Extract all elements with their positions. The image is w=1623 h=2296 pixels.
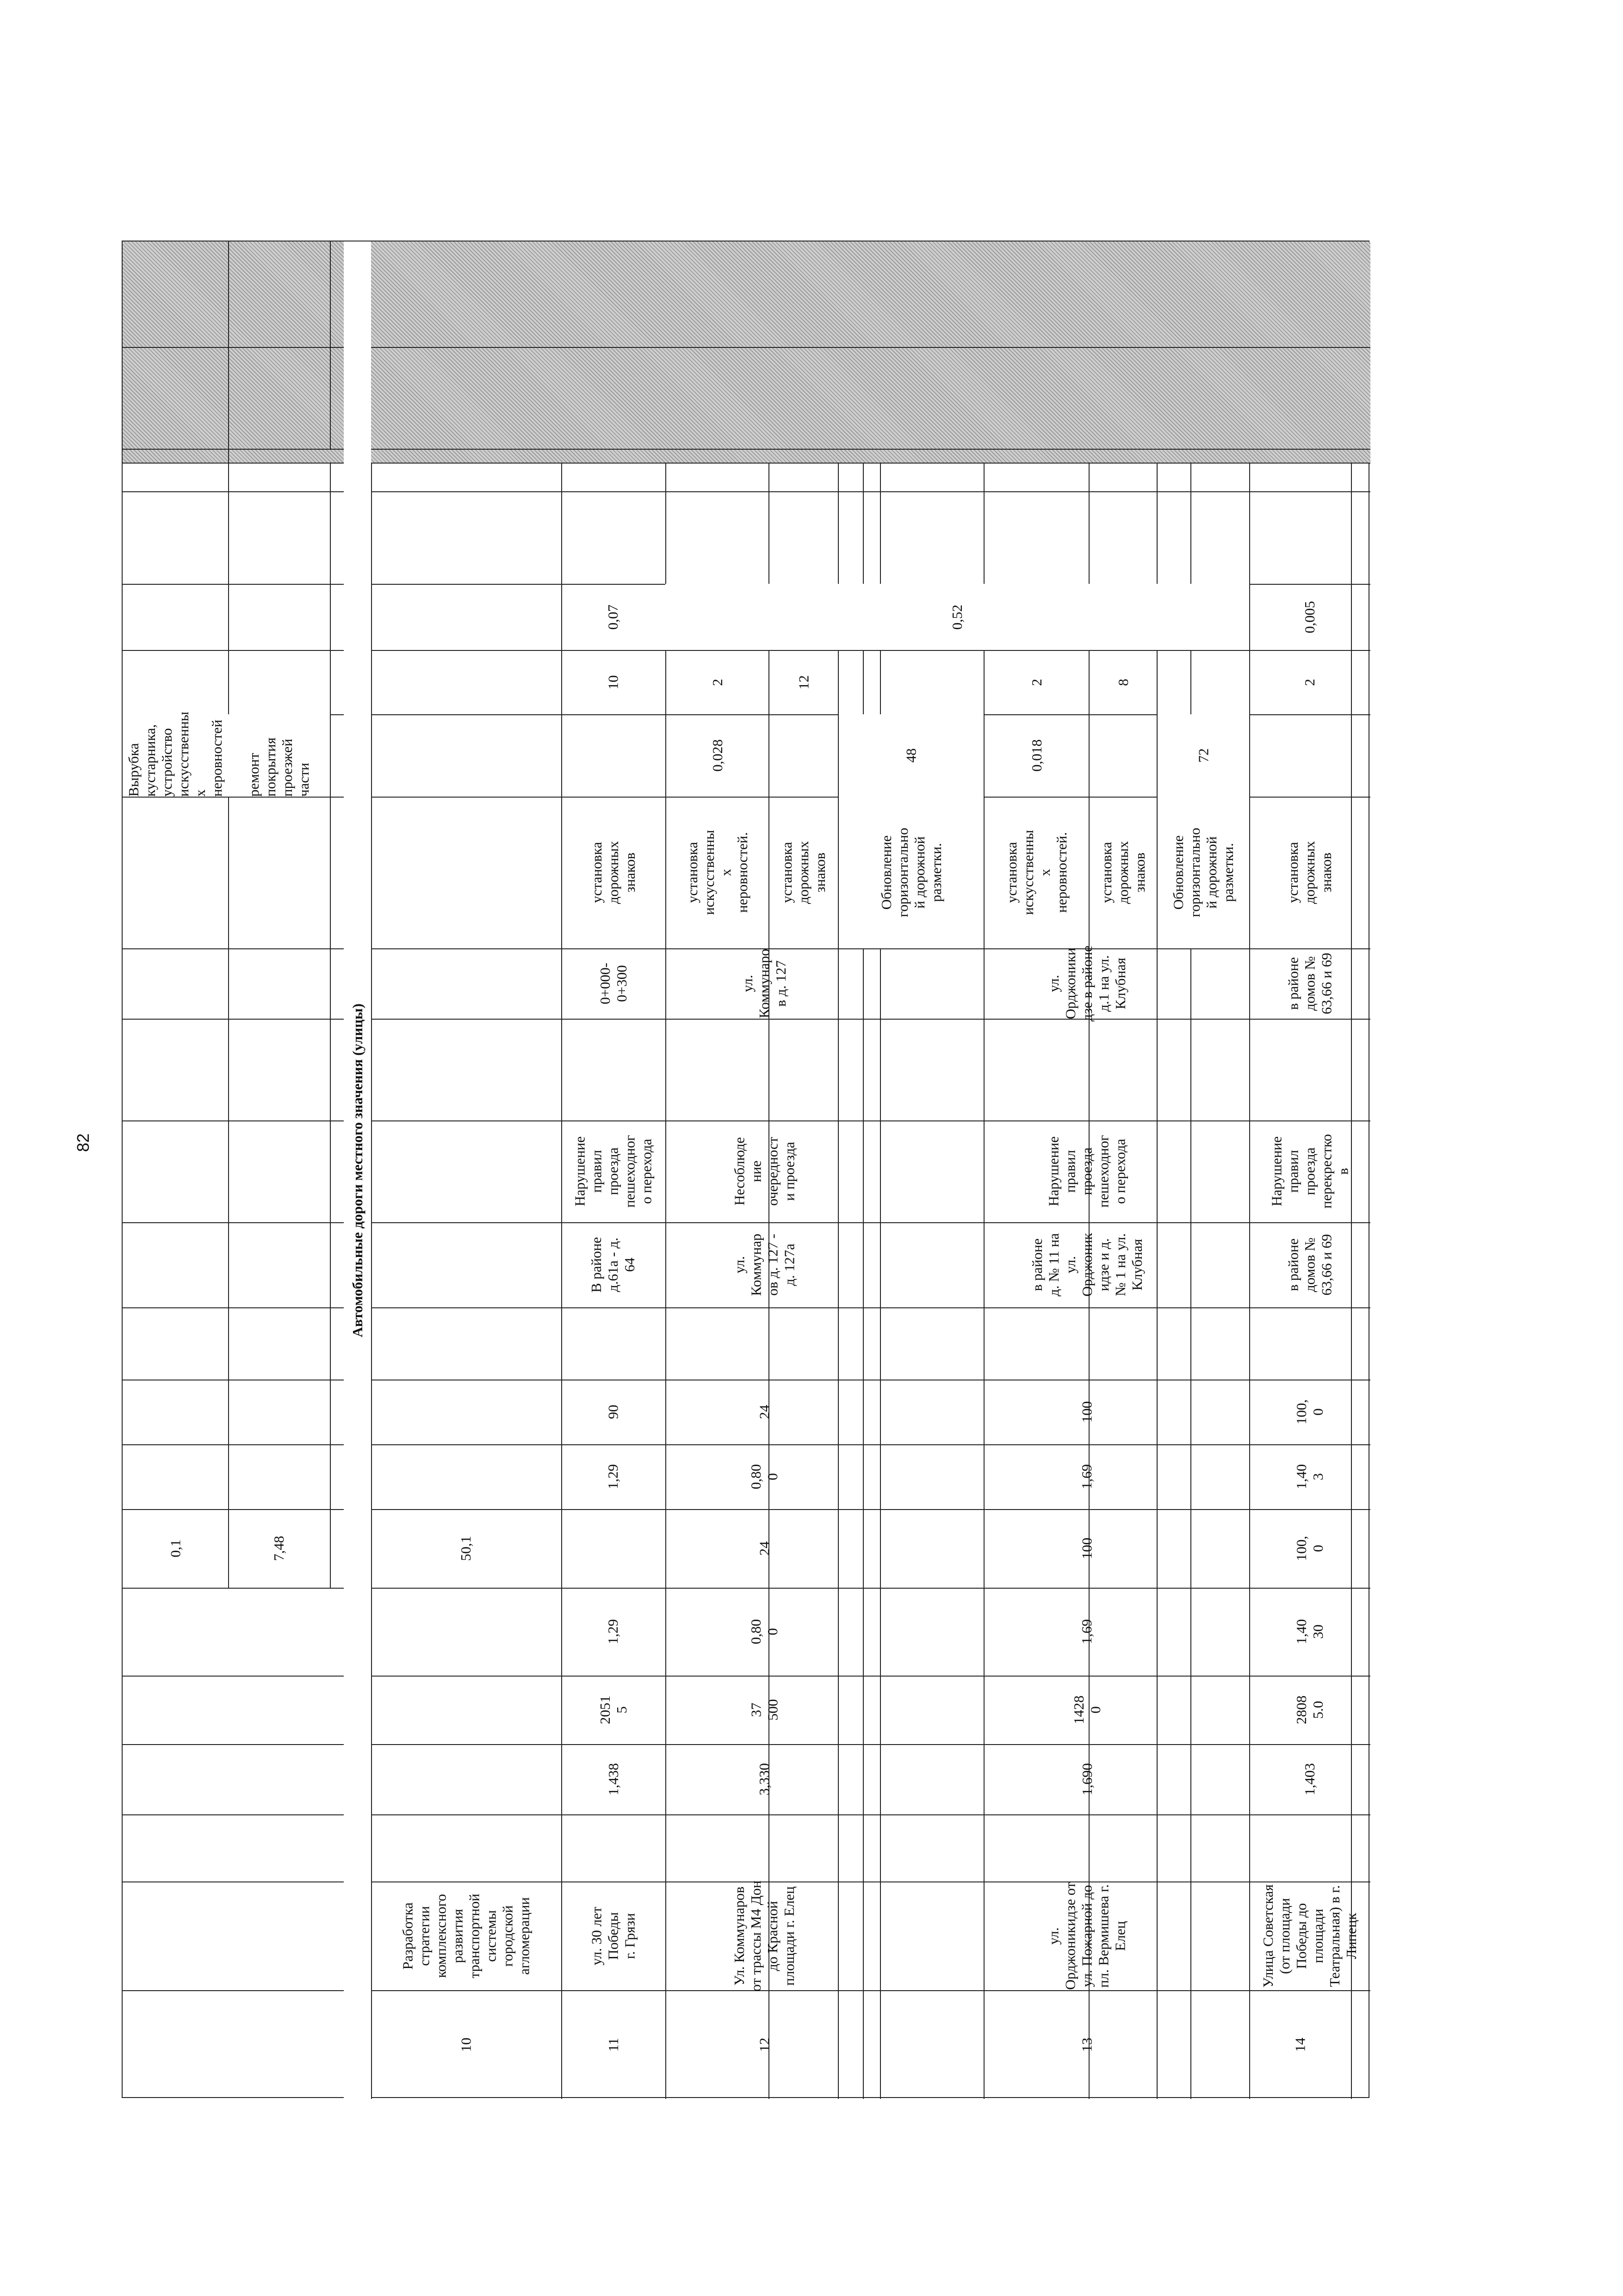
row-13-b2: 100 bbox=[1078, 1401, 1095, 1423]
row-13-b1: 1,69 bbox=[1078, 1464, 1095, 1490]
white-work-cell-b bbox=[228, 797, 330, 948]
row-13-violation: Нарушение правил проезда пешеходног о перехода bbox=[1045, 1135, 1128, 1208]
row-13-work-2-qty: 8 bbox=[1115, 678, 1131, 686]
row-13-work-3: Обновление горизонтально й дорожной разметки. bbox=[1158, 797, 1249, 948]
row-14-work-location: в районе домов № 63,66 и 69 bbox=[1285, 953, 1334, 1015]
row-14-work: установка дорожных знаков bbox=[1285, 841, 1334, 904]
header-a-work-text: Вырубка кустарника, устройство искусственны х неровностей bbox=[123, 714, 228, 797]
row-12-work-2-qty: 12 bbox=[795, 675, 812, 689]
rows-12-13-cost: 0,52 bbox=[665, 584, 1249, 650]
row-11-violation: Нарушение правил проезда пешеходног о перехода bbox=[571, 1135, 655, 1208]
row-12-work-3-m2: 48 bbox=[839, 714, 984, 797]
row-12-location: ул. Коммунар ов д. 127 - д. 127а bbox=[731, 1233, 797, 1296]
white-cost-cell-b bbox=[228, 1588, 330, 1676]
row-14-b1: 1,40 3 bbox=[1293, 1464, 1326, 1490]
row-14-violation: Нарушение правил проезда перекрестко в bbox=[1268, 1134, 1351, 1209]
header-a-value: 0,1 bbox=[167, 1539, 184, 1558]
row-11-b2: 90 bbox=[605, 1405, 621, 1419]
row-10-cost: 50,1 bbox=[458, 1535, 474, 1561]
row-13-a2: 100 bbox=[1078, 1537, 1095, 1560]
row-12-work-1-km: 0,028 bbox=[709, 739, 725, 772]
row-13-location: в районе д. № 11 на ул. Орджоник идзе и д. № 1 на ул. Клубная bbox=[1028, 1233, 1145, 1297]
row-13-work-3-m2: 72 bbox=[1158, 714, 1249, 797]
row-10-name: Разработка стратегии комплексного развития транспортной системы городской агломерации bbox=[399, 1894, 533, 1978]
row-12-work-1: установка искусственны х неровностей. bbox=[684, 830, 750, 915]
row-14-qty: 2 bbox=[1301, 678, 1318, 686]
row-13-work-location: ул. Орджоники дзе в районе д.1 на ул. Клубная bbox=[1045, 946, 1128, 1022]
row-11-location: В районе д.61а - д. 64 bbox=[588, 1237, 638, 1293]
row-12-work-3: Обновление горизонтально й дорожной разметки. bbox=[839, 797, 984, 948]
row-12-a2: 24 bbox=[756, 1541, 773, 1556]
row-11-name: ул. 30 лет Победы г. Грязи bbox=[588, 1906, 638, 1965]
row-11-a2 bbox=[561, 1509, 665, 1588]
row-11-area: 2051 5 bbox=[596, 1696, 630, 1724]
header-b-work-text: ремонт покрытия проезжей части bbox=[228, 714, 330, 797]
row-12-name: Ул. Коммунаров от трассы М4 Дон до Красной площади г. Елец bbox=[731, 1880, 797, 1992]
row-14-a1: 1,40 30 bbox=[1293, 1619, 1326, 1645]
row-11-work: установка дорожных знаков bbox=[588, 841, 638, 904]
row-12-work-1-qty: 2 bbox=[709, 678, 725, 686]
row-12-area: 37 500 bbox=[748, 1699, 781, 1721]
row-11-qty: 10 bbox=[605, 675, 621, 689]
row-11-number: 11 bbox=[605, 2037, 621, 2052]
row-14-name: Улица Советская (от площади Победы до площади Театральная) в г. Липецк bbox=[1260, 1884, 1359, 1988]
shaded-header-row-b bbox=[123, 347, 1370, 449]
row-12-number: 12 bbox=[756, 2037, 773, 2052]
row-12-work-2: установка дорожных знаков bbox=[779, 841, 828, 904]
row-13-length: 1,690 bbox=[1078, 1763, 1095, 1795]
row-13-name: ул. Орджоникидзе от ул. Пожарной до пл. Вермишева г. Елец bbox=[1045, 1882, 1128, 1990]
row-13-work-1: установка искусственны х неровностей. bbox=[1003, 830, 1070, 915]
row-13-work-1-km: 0,018 bbox=[1028, 739, 1045, 772]
row-12-b2: 24 bbox=[756, 1405, 773, 1419]
row-13-a1: 1,69 bbox=[1078, 1619, 1095, 1645]
shaded-header-row-a bbox=[123, 241, 1370, 347]
row-12-b1: 0,80 0 bbox=[748, 1464, 781, 1490]
data-table bbox=[122, 241, 1369, 2098]
white-cost-cell-a bbox=[123, 1588, 228, 1676]
row-12-violation: Несоблюде ние очередност и проезда bbox=[731, 1137, 797, 1206]
row-14-number: 14 bbox=[1292, 2037, 1308, 2052]
row-13-work-2: установка дорожных знаков bbox=[1098, 841, 1148, 904]
row-14-area: 2808 5.0 bbox=[1293, 1696, 1326, 1724]
row-13-number: 13 bbox=[1078, 2037, 1095, 2052]
shaded-header-row-c bbox=[123, 449, 1370, 463]
row-14-length: 1,403 bbox=[1301, 1763, 1318, 1795]
page-number: 82 bbox=[74, 1133, 93, 1152]
row-11-cost: 0,07 bbox=[605, 604, 621, 630]
white-work-cell-a bbox=[123, 797, 228, 948]
row-14-location: в районе домов № 63,66 и 69 bbox=[1285, 1234, 1334, 1296]
row-13-work-1-qty: 2 bbox=[1028, 678, 1045, 686]
row-11-a1: 1,29 bbox=[605, 1619, 621, 1645]
row-14-a2: 100, 0 bbox=[1293, 1535, 1326, 1561]
row-11-length: 1,438 bbox=[605, 1763, 621, 1795]
row-12-a1: 0,80 0 bbox=[748, 1619, 781, 1645]
section-title: Автомобильные дороги местного значения (улицы) bbox=[344, 241, 371, 2099]
row-11-work-location: 0+000- 0+300 bbox=[596, 963, 630, 1004]
row-12-length: 3,330 bbox=[756, 1763, 773, 1795]
row-10-number: 10 bbox=[458, 2037, 474, 2052]
header-b-value: 7,48 bbox=[271, 1535, 287, 1561]
row-13-area: 1428 0 bbox=[1070, 1696, 1103, 1724]
row-14-b2: 100, 0 bbox=[1293, 1399, 1326, 1425]
row-12-work-location: ул. Коммунаро в д. 127 bbox=[739, 948, 789, 1019]
row-14-cost: 0,005 bbox=[1301, 600, 1318, 633]
row-11-b1: 1,29 bbox=[605, 1464, 621, 1490]
